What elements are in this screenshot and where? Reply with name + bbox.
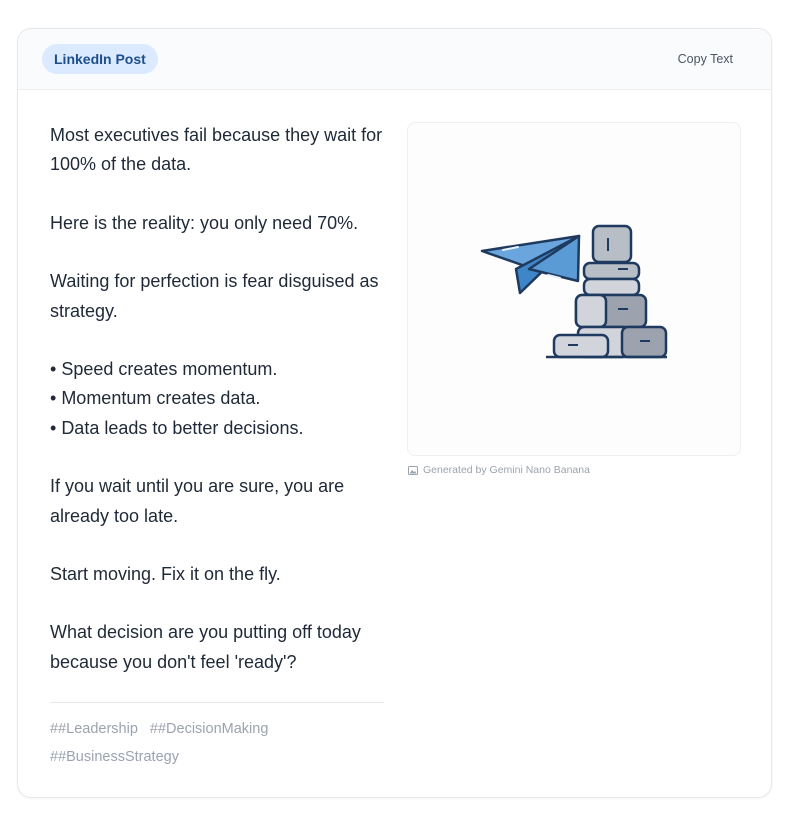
copy-text-button[interactable]: Copy Text [676,48,735,70]
image-caption [408,464,590,476]
bullet-item: • Momentum creates data. [50,384,390,413]
image-caption-text: Generated by Gemini Nano Banana [423,464,590,476]
generated-image [407,122,741,456]
bullet-list [50,355,390,443]
bullet-item: • Speed creates momentum. [50,355,390,384]
post-paragraph: Start moving. Fix it on the fly. [50,564,281,585]
hashtag: ##DecisionMaking [149,721,269,737]
post-body [50,121,390,706]
hashtag-list [50,715,380,771]
post-paragraph: If you wait until you are sure, you are already too late. [50,476,345,526]
paper-plane-icon [482,236,579,293]
card-header [18,29,771,90]
paper-plane-stone-tower-illustration [408,123,740,455]
hashtag: ##BusinessStrategy [50,749,179,765]
post-paragraph: Here is the reality: you only need 70%. [50,212,359,233]
image-icon [408,466,418,475]
linkedin-post-badge: LinkedIn Post [42,44,158,74]
post-card [17,28,772,798]
hashtag: ##Leadership [50,721,138,737]
post-paragraph: Most executives fail because they wait for 100% of the data. [50,125,383,175]
divider [50,702,384,703]
bullet-item: • Data leads to better decisions. [50,414,390,443]
post-paragraph: What decision are you putting off today because you don't feel 'ready'? [50,622,361,672]
post-paragraph: Waiting for perfection is fear disguised as strategy. [50,271,379,321]
